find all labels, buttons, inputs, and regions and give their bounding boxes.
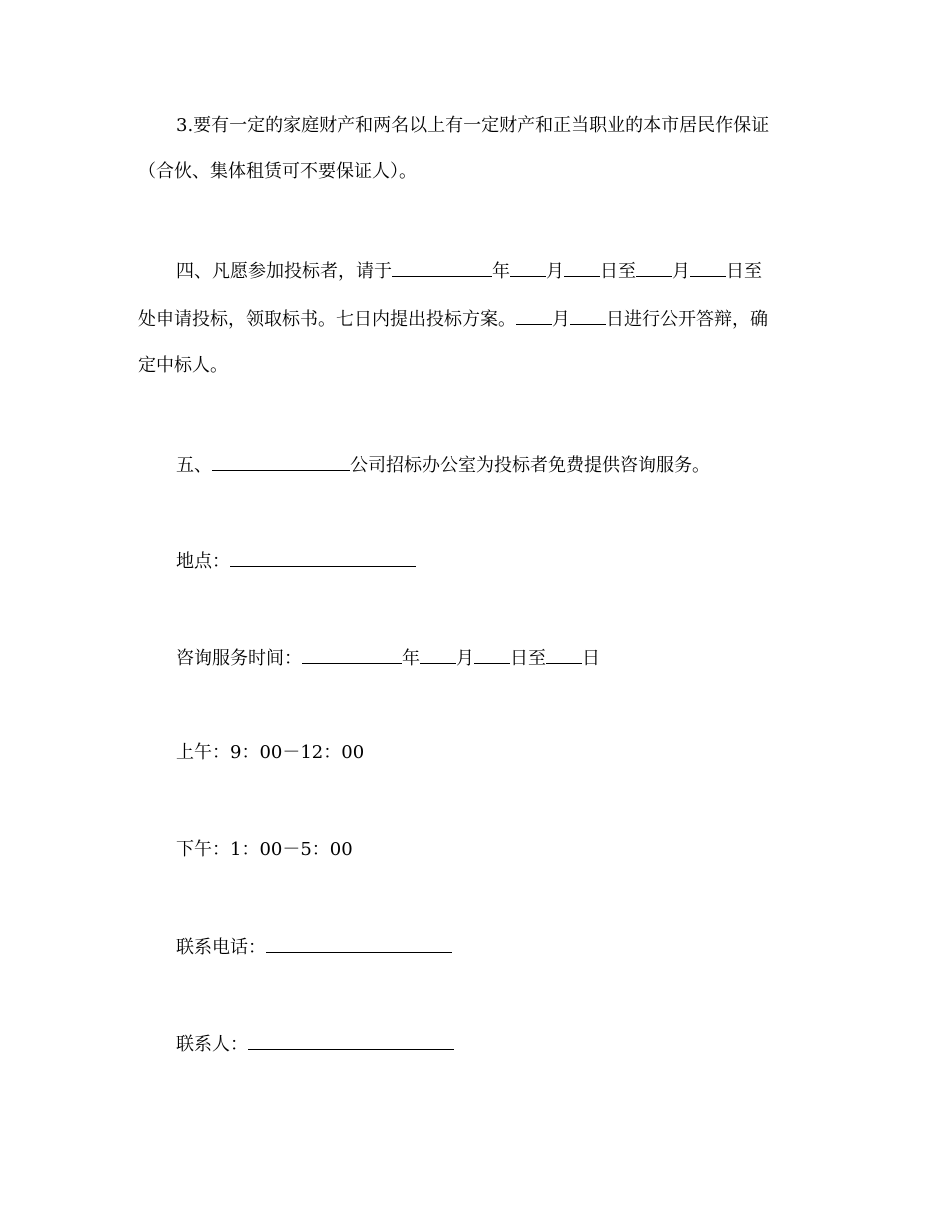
item4-line2-month-label: 月 (552, 309, 570, 330)
item4-month1-blank[interactable] (510, 258, 546, 277)
item4-month2-blank[interactable] (636, 258, 672, 277)
service-time-year-blank[interactable] (302, 645, 402, 664)
item4-month1-label: 月 (546, 261, 564, 282)
item4-answer-month-blank[interactable] (516, 306, 552, 325)
service-time-label: 咨询服务时间： (176, 648, 302, 669)
service-time-day2-blank[interactable] (546, 645, 582, 664)
phone-line (176, 934, 452, 958)
service-time-day-to-label: 日至 (510, 648, 546, 669)
item4-day-to-label: 日至 (600, 261, 636, 282)
location-label: 地点： (176, 551, 230, 572)
item4-answer-day-blank[interactable] (570, 306, 606, 325)
contact-label: 联系人： (176, 1034, 248, 1055)
location-line (176, 548, 416, 572)
item3-line2: （合伙、集体租赁可不要保证人）。 (138, 161, 417, 182)
morning-hours: 上午：9：00－12：00 (176, 742, 365, 763)
item4-line3: 定中标人。 (138, 355, 228, 376)
item4-year-label: 年 (492, 261, 510, 282)
location-blank[interactable] (230, 548, 416, 567)
item3-line1: 3.要有一定的家庭财产和两名以上有一定财产和正当职业的本市居民作保证 (176, 115, 770, 136)
service-time-month-blank[interactable] (420, 645, 456, 664)
item5-company-blank[interactable] (212, 452, 350, 471)
service-time-month-label: 月 (456, 648, 474, 669)
service-time-day-label: 日 (582, 648, 600, 669)
item4-line1 (176, 258, 762, 282)
service-time-day1-blank[interactable] (474, 645, 510, 664)
item5-suffix: 公司招标办公室为投标者免费提供咨询服务。 (350, 455, 710, 476)
item5-prefix: 五、 (176, 455, 212, 476)
service-time-line (176, 645, 600, 669)
item4-prefix: 四、凡愿参加投标者，请于 (176, 261, 392, 282)
item4-day1-blank[interactable] (564, 258, 600, 277)
phone-label: 联系电话： (176, 937, 266, 958)
afternoon-hours: 下午：1：00－5：00 (176, 839, 353, 860)
item4-day2-blank[interactable] (690, 258, 726, 277)
item4-day-to2-label: 日至 (726, 261, 762, 282)
contact-blank[interactable] (248, 1031, 454, 1050)
item4-line2 (138, 306, 768, 330)
contact-line (176, 1031, 454, 1055)
item5-line (176, 452, 710, 476)
item4-line2-text-a: 处申请投标，领取标书。七日内提出投标方案。 (138, 309, 516, 330)
phone-blank[interactable] (266, 934, 452, 953)
item4-line2-text-b: 日进行公开答辩，确 (606, 309, 768, 330)
item4-month2-label: 月 (672, 261, 690, 282)
item4-year-blank[interactable] (392, 258, 492, 277)
service-time-year-label: 年 (402, 648, 420, 669)
